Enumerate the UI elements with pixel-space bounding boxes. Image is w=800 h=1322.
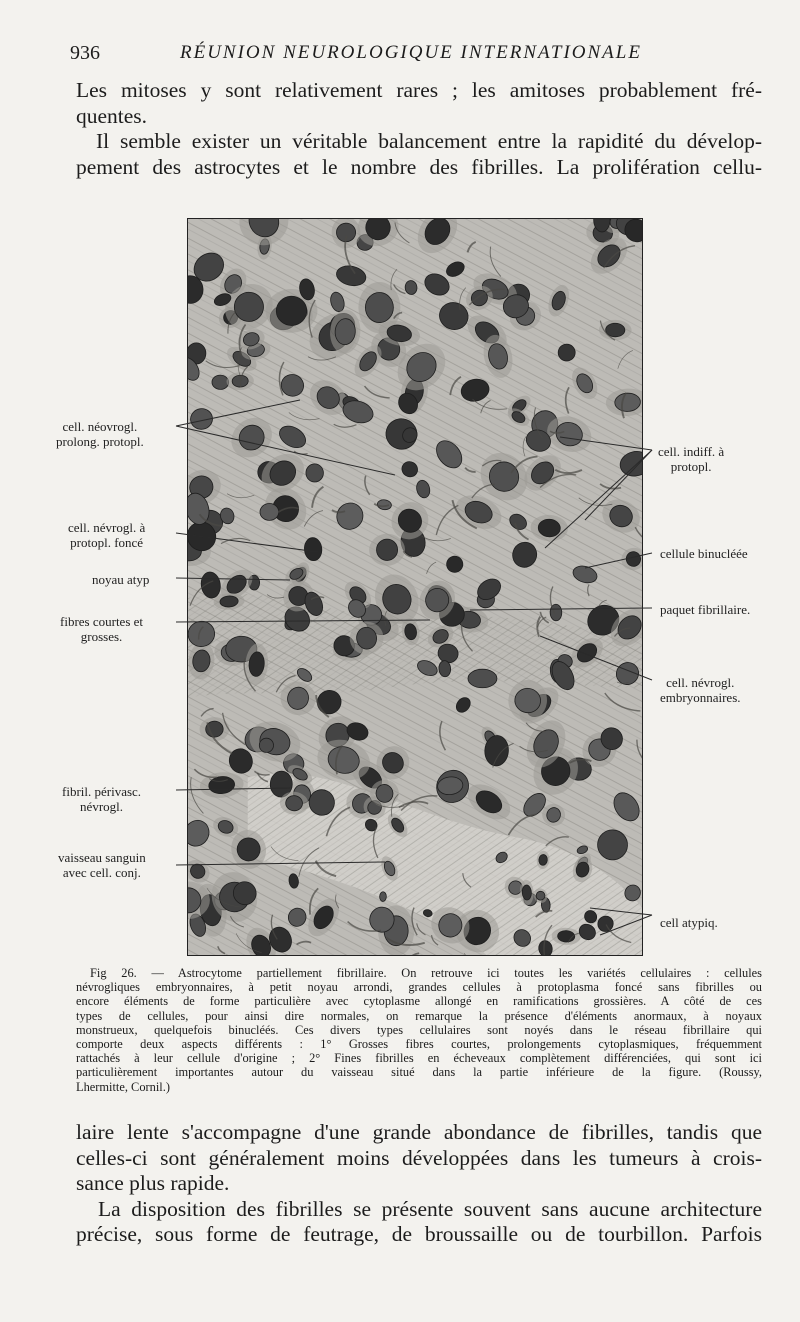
label-fibril-perivasc: fibril. périvasc. névrogl. — [62, 784, 142, 814]
text-line: La disposition des fibrilles se présente souvent sans aucune architecture — [98, 1196, 762, 1221]
label-cell-indiff: cell. indiff. à protopl. — [658, 444, 725, 474]
paragraph-bottom — [76, 1120, 762, 1248]
label-vaisseau-sanguin: vaisseau sanguin avec cell. conj. — [58, 850, 146, 880]
label-noyau-atyp: noyau atyp — [92, 572, 150, 587]
paragraph-top — [76, 78, 762, 180]
micrograph-illustration — [188, 219, 642, 955]
label-cell-nevrogl-protopl: cell. névrogl. à protopl. foncé — [68, 520, 146, 550]
cell-nucleus — [212, 375, 229, 390]
running-head — [0, 40, 800, 66]
label-cell-nevrogl-embryonnaires: cell. névrogl. embryonnaires. — [660, 675, 741, 705]
cell-nucleus — [380, 892, 387, 902]
caption-line: particulièrement importantes autour du vaisseau situé dans la partie inférieure de la figure. (Roussy, — [76, 1065, 762, 1080]
text-line: précise, sous forme de feutrage, de broussaille ou de tourbillon. Parfois — [76, 1222, 762, 1246]
text-line: Il semble exister un véritable balancement entre la rapidité du dévelop- — [96, 129, 762, 153]
text-line: laire lente s'accompagne d'une grande abondance de fibrilles, tandis que — [76, 1120, 762, 1144]
text-line: Les mitoses y sont relativement rares ; les amitoses probablement fré- — [76, 78, 762, 102]
text-line: celles-ci sont généralement moins développées dans les tumeurs à crois- — [76, 1145, 762, 1170]
label-cell-atypiq: cell atypiq. — [660, 915, 718, 930]
cell-nucleus — [468, 669, 497, 688]
figure-caption — [76, 966, 762, 1094]
caption-line: types de cellules, pour ainsi dire normales, on remarque la présence d'éléments anormaux, à noyaux — [76, 1008, 762, 1023]
label-cell-neovrogl: cell. néovrogl. prolong. protopl. — [56, 419, 144, 449]
label-cellule-binucleee: cellule binucléée — [660, 546, 748, 561]
cell-nucleus — [376, 539, 398, 561]
journal-title: RÉUNION NEUROLOGIQUE INTERNATIONALE — [180, 42, 642, 63]
caption-line: Fig 26. — Astrocytome partiellement fibrillaire. On retrouve ici toutes les variétés cellulaires : cellules — [90, 966, 762, 980]
caption-line: comporte deux aspects différents : 1° Grosses fibres courtes, prolongements cytoplasmiques, fréquemment — [76, 1037, 762, 1052]
text-line: sance plus rapide. — [76, 1171, 230, 1195]
caption-line: monstrueux, quelquefois binucléés. Ces divers types cellulaires sont noyés dans le réseau fibrillaire qui — [76, 1022, 762, 1037]
label-paquet-fibrillaire: paquet fibrillaire. — [660, 602, 751, 617]
text-line: quentes. — [76, 103, 148, 128]
cell-nucleus — [306, 464, 324, 483]
label-fibres-courtes: fibres courtes et grosses. — [60, 614, 144, 644]
caption-line: encore éléments de forme particulière avec cytoplasme allongé en ramifications grossières. A côté de ces — [76, 994, 762, 1009]
cell-nucleus — [365, 292, 393, 322]
page-number: 936 — [70, 42, 100, 64]
caption-line: Lhermitte, Cornil.) — [76, 1079, 170, 1094]
text-line: pement des astrocytes et le nombre des fibrilles. La prolifération cellu- — [76, 154, 762, 179]
caption-line: rattachés à leur cellule d'origine ; 2° Fines fibrilles en écheveaux complètement différenciées, qui sont ici — [76, 1051, 762, 1066]
histology-plate — [187, 218, 643, 956]
cell-nucleus — [260, 503, 279, 520]
caption-line: névrogliques embryonnaires, à petit noyau arrondi, grandes cellules à protoplasma foncé sans fibrilles ou — [76, 980, 762, 995]
